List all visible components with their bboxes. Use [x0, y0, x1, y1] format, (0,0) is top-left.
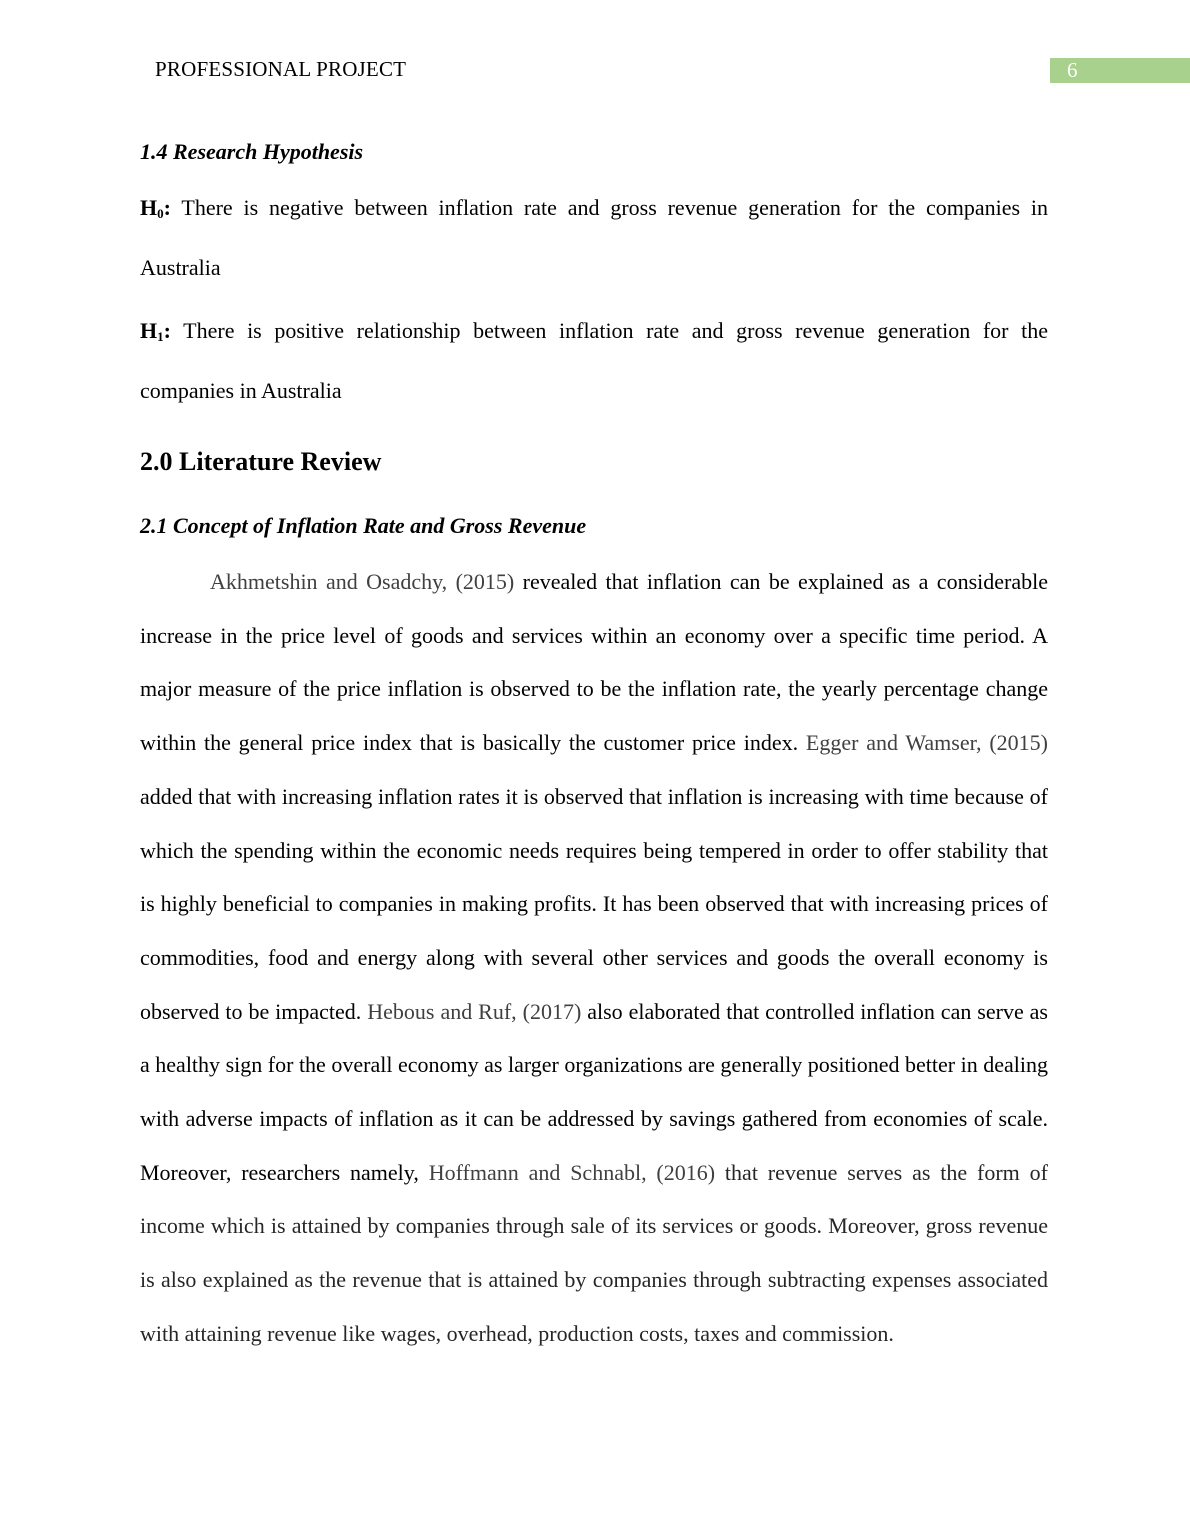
- h1-text: There is positive relationship between inflation rate and gross revenue generation for the companies in Australia: [140, 318, 1048, 403]
- running-header: PROFESSIONAL PROJECT: [155, 57, 407, 81]
- page-number: 6: [1050, 58, 1190, 83]
- citation-akhmetshin: Akhmetshin and Osadchy, (2015): [210, 569, 515, 594]
- hypothesis-h0: [140, 181, 1048, 294]
- citation-egger: Egger and Wamser, (2015): [805, 730, 1049, 756]
- hypothesis-h1: [140, 304, 1048, 417]
- h0-text: There is negative between inflation rate and gross revenue generation for the companies in Australia: [140, 195, 1048, 280]
- h1-label: $H_1$:: [140, 318, 171, 344]
- citation-hoffmann: Hoffmann and Schnabl, (2016): [428, 1159, 716, 1185]
- h0-label: $H_0$:: [140, 195, 171, 221]
- citation-hebous: Hebous and Ruf, (2017): [367, 998, 582, 1024]
- heading-literature-review: 2.0 Literature Review: [140, 447, 382, 476]
- literature-paragraph: Akhmetshin and Osadchy, (2015) revealed that inflation can be explained as a considerable increase in the price level of goods and services within an economy over a specific time period. A major measure of the price inflation is observed to be the inflation rate, the yearly percentage change within the general price index that is basically the customer price index. Egger and Wamser, (2015) added that with increasing inflation rates it is observed that inflation is increasing with time because of which the spending within the economic needs requires being tempered in order to offer stability that is highly beneficial to companies in making profits. It has been observed that with increasing prices of commodities, food and energy along with several other services and goods the overall economy is observed to be impacted. Hebous and Ruf, (2017) also elaborated that controlled inflation can serve as a healthy sign for the overall economy as larger organizations are generally positioned better in dealing with adverse impacts of inflation as it can be addressed by savings gathered from economies of scale. Moreover, researchers namely, Hoffmann and Schnabl, (2016) that revenue serves as the form of income which is attained by companies through sale of its services or goods. Moreover, gross revenue is also explained as the revenue that is attained by companies through subtracting expenses associated with attaining revenue like wages, overhead, production costs, taxes and commission.: [140, 569, 1049, 1346]
- heading-research-hypothesis: 1.4 Research Hypothesis: [140, 139, 364, 164]
- heading-concept-inflation: 2.1 Concept of Inflation Rate and Gross Revenue: [140, 513, 587, 538]
